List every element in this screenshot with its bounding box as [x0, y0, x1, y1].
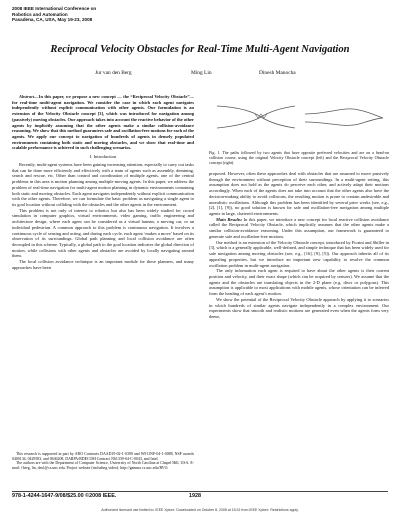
right-column — [209, 171, 389, 320]
section-heading-introduction: I. Introduction — [89, 154, 117, 160]
footnote — [12, 452, 194, 471]
footer-isbn: 978-1-4244-1647-9/08/$25.00 ©2008 IEEE. — [12, 493, 117, 499]
figure-panel-left — [217, 106, 295, 128]
right-paragraph-1: proposed. However, often these approaches deal with obstacles that are assumed to move passively through the environment without perception of their surroundings. In a multi-agent setting, this assumption does not hold as the agents do perceive each other, and actively adapt their motions accordingly. When each of the agents does not take into account that the other agents also have the decision-making ability to avoid collisions, the resulting motion is prone to contain undesirable and unrealistic oscillations. Although this problem has been identified by several prior works (see, e.g., [2], [1], [9]), no good solution is known for safe and oscillation-free navigation among multiple agents in large, cluttered environments. — [209, 171, 389, 217]
main-results-text: In this paper, we introduce a new concept for local reactive collision avoidance called the Reciprocal Velocity Obstacle, which implicitly assumes that the other agents make a similar collision-avoidance reasoning. Under this assumption, our framework is guaranteed to generate safe and oscillation-free motions. — [209, 216, 389, 239]
figure-1 — [209, 88, 389, 146]
abstract — [12, 94, 194, 151]
intro-paragraph-1: Recently, multi-agent systems have been gaining increasing attention, especially to carry out tasks that can be done more efficiently and effectively with a team of agents such as assembly, demining, search and rescue, etc. Other than control and coordination of multiple agents, one of the central problems in this area is motion planning among multiple moving agents. In this paper, we address the problem of real-time navigation for multi-agent motion planning in dynamic environments containing both static and moving obstacles. Each agent navigates independently without explicit communication with the other agents. Therefore, we can formulate the basic problem as navigating a single agent to its goal location without colliding with the obstacles and the other agents in the environment. — [12, 161, 194, 207]
author-3: Dinesh Manocha — [259, 70, 296, 76]
abstract-text: In this paper, we propose a new concept — the “Reciprocal Velocity Obstacle”— for real-time multi-agent navigation. We consider the case in which each agent navigates independently without explicit communication with other agents. Our formulation is an extension of the Velocity Obstacle concept [3], which was introduced for navigation among (passively) moving obstacles. Our approach takes into account the reactive behavior of the other agents by implicitly assuming that the other agents make a similar collision-avoidance reasoning. We show that this method guarantees safe and oscillation-free motions for each of the agents. We apply our concept to navigation of hundreds of agents in densely populated environments containing both static and moving obstacles, and we show that real-time and scalable performance is achieved in such challenging scenarios. — [12, 94, 194, 151]
license-notice: Authorized licensed use limited to: IEEE Xplore. Downloaded on October 8, 2008 at 15:31 from IEEE Xplore. Restrictions apply. — [101, 508, 299, 512]
author-1: Jur van den Berg — [95, 70, 132, 76]
right-paragraph-4: The only information each agent is required to have about the other agents is their current position and velocity, and their exact shape (which can be acquired by sensors). We assume that the agents and the obstacles are translating objects in the 2-D plane (e.g. discs or polygons). This assumption is applicable to most applications with mobile agents, whose orientation can be inferred from the heading of each agent’s motion. — [209, 268, 389, 297]
paper-title: Reciprocal Velocity Obstacles for Real-Time Multi-Agent Navigation — [50, 44, 350, 55]
abstract-label: Abstract— — [19, 94, 39, 99]
conference-line-2: Robotics and Automation — [12, 11, 68, 17]
author-2: Ming Lin — [191, 70, 212, 76]
intro-paragraph-3: The local collision avoidance technique is an important module for these planners, and many approaches have been — [12, 259, 194, 270]
figure-panel-right — [305, 109, 383, 125]
left-column — [12, 94, 194, 271]
intro-paragraph-2: This problem is not only of interest to robotics but also has been widely studied for crowd simulation in computer graphics, virtual environments, video gaming, traffic engineering and architecture design, where each agent can be considered as a virtual human, a moving car, or an individual pedestrian. A common approach to this problem is continuous navigation. It involves a continuous cycle of sensing and acting, and during each cycle, each agent ‘makes a move’ based on its observation of its surroundings. Global path planning and local collision avoidance are often decoupled in this scheme. Typically, a global path to the goal location indicates the global direction of motion, while collisions with other agents and obstacles are avoided by locally navigating around them. — [12, 207, 194, 259]
figure-1-image — [209, 88, 389, 146]
footer-divider — [12, 491, 388, 492]
right-paragraph-5: We show the potential of the Reciprocal Velocity Obstacle approach by applying it to scenarios in which hundreds of similar agents navigate independently in a complex environment. Our experiments show that smooth and realistic motions are generated even when the agents form very dense, — [209, 296, 389, 319]
conference-info — [12, 6, 96, 23]
footnote-funding: This research is supported in part by ARO Contracts DAAD19-02-1-0390 and W911NF-04-1-0088, NSF awards 0400134, 0429583, and 0636208, DARPA/RDECOM Contract N61339-04-C-0043, and Intel. — [12, 452, 194, 461]
conference-line-1: 2008 IEEE International Conference on — [12, 6, 97, 11]
right-paragraph-2 — [209, 217, 389, 240]
footnote-affiliation: The authors are with the Department of Computer Science, University of North Carolina at Chapel Hill, USA. E-mail: {berg, lin, dm}@cs.unc.edu. Project website (including video): http://gamma.cs.unc.edu/RVO. — [12, 461, 194, 471]
figure-1-caption: Fig. 1. The paths followed by two agents that have opposite preferred velocities and are on a head-on collision course, using the original Velocity Obstacle concept (left) and the Reciprocal Velocity Obstacle concept (right). — [209, 150, 389, 165]
page-number: 1928 — [189, 493, 201, 499]
main-results-label: Main Results: — [216, 216, 243, 222]
conference-line-3: Pasadena, CA, USA, May 19-23, 2008 — [12, 17, 93, 23]
right-paragraph-3: Our method is an extension of the Velocity Obstacle concept, introduced by Fiorini and Shiller in [3], which is a generally applicable, well-defined, and simple technique that has been widely used for safe navigation among moving obstacles (see, e.g., [16], [9], [5]). Our approach inherits all of its appealing properties, but we introduce an important new capability to resolve the common oscillation problem in multi-agent navigation. — [209, 239, 389, 268]
